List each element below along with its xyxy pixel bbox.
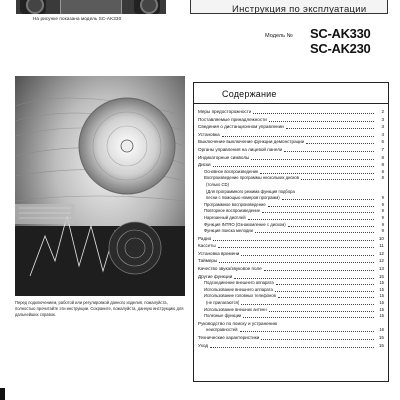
speaker-right-image: [134, 0, 160, 14]
toc-entry: [198, 243, 384, 250]
toc-entry-title: Выключение выключение функции демонстрации: [198, 139, 305, 145]
toc-entry-title: Технические характеристики: [198, 335, 260, 340]
model-label: Модель №: [265, 33, 293, 39]
toc-entry: [198, 215, 384, 222]
toc-entry-page: 9: [381, 214, 384, 220]
toc-entry-page: 11: [379, 243, 384, 249]
toc-leader-dots: [264, 270, 374, 271]
toc-entry-page: 8: [381, 168, 384, 174]
toc-entry: [198, 335, 384, 342]
toc-entry: [198, 182, 384, 189]
speaker-left-image: [20, 0, 46, 14]
toc-leader-dots: [213, 166, 374, 167]
cover-disc-illustration: [15, 76, 185, 296]
toc-entry: [198, 307, 384, 314]
toc-leader-dots: [234, 278, 374, 279]
toc-entry-title: Функция поиска мелодии: [204, 228, 253, 234]
toc-leader-dots: [288, 226, 374, 227]
toc-entry-page: 9: [381, 208, 384, 214]
toc-leader-dots: [260, 173, 374, 174]
toc-leader-dots: [276, 284, 374, 285]
toc-entry: [198, 236, 384, 243]
toc-entry: [198, 327, 384, 334]
toc-entry-page: 13: [378, 266, 384, 272]
toc-leader-dots: [253, 113, 374, 114]
toc-entry: [198, 109, 384, 116]
toc-entry: [198, 117, 384, 124]
toc-entry-page: 6: [381, 139, 384, 145]
toc-entry: [198, 175, 384, 182]
toc-entry-page: 15: [379, 313, 384, 319]
toc-entry-title: Использование головных телефонов: [204, 293, 276, 299]
toc-entry-title: Поставляемые принадлежности: [198, 116, 267, 122]
toc-entry: [198, 132, 384, 139]
toc-entry: [198, 202, 384, 209]
toc-entry-title: Диски: [198, 162, 211, 168]
toc-entry-title: Подсоединение внешнего аппарата: [204, 280, 274, 286]
toc-entry: [198, 139, 384, 146]
toc-entry-title: Программное воспроизведение: [204, 201, 266, 207]
toc-entry: [198, 162, 384, 169]
toc-leader-dots: [284, 151, 374, 152]
toc-entry: [198, 343, 384, 350]
toc-entry: [198, 321, 384, 328]
toc-entry: [198, 280, 384, 287]
toc-entry-title: Нарезанный дисплей: [204, 214, 246, 220]
toc-leader-dots: [222, 136, 374, 137]
toc-entry-page: 12: [378, 258, 384, 264]
toc-entry-title: Сведения о дистанционном управлении: [198, 124, 284, 130]
toc-entry-title: Использование внешнего аппарата: [204, 286, 273, 292]
toc-entry-title: Установка: [198, 131, 220, 137]
toc-leader-dots: [286, 128, 374, 129]
toc-entry-page: 9: [381, 195, 384, 201]
toc-entry-title: Воспроизведение программы нескольких дисков: [204, 175, 299, 181]
toc-leader-dots: [251, 159, 374, 160]
toc-leader-dots: [278, 297, 374, 298]
contents-panel: [193, 82, 389, 382]
toc-entry-page: 3: [381, 116, 384, 122]
toc-entry: [198, 195, 384, 202]
toc-entry-title: Кассеты: [198, 243, 216, 249]
toc-entry-title: Повторное воспроизведение: [204, 208, 261, 214]
toc-entry-page: 16: [379, 327, 384, 333]
cover-caption: Перед подключением, работой или регулировкой данного изделия, пожалуйста, полностью прочитайте эти инструкции. Сохраните, пожалуйста, данную инструкцию для дальнейших справок.: [15, 300, 184, 318]
photo-caption: На рисунке показана модель SC-AK330: [33, 16, 122, 21]
toc-leader-dots: [262, 212, 374, 213]
toc-entry: [198, 155, 384, 162]
toc-entry: [198, 274, 384, 281]
toc-entry-title: Основное воспроизведение: [204, 168, 259, 174]
toc-entry-page: 4: [381, 131, 384, 137]
contents-list: [194, 104, 388, 349]
toc-entry: [198, 258, 384, 265]
toc-entry-page: 8: [381, 162, 384, 168]
toc-entry: [198, 147, 384, 154]
product-photo: [16, 0, 166, 14]
toc-entry: [198, 313, 384, 320]
toc-entry-page: 15: [379, 300, 384, 306]
toc-entry-page: 15: [378, 273, 384, 279]
toc-entry-title: Функция INTRO (Ознакомление с диском): [204, 221, 286, 227]
toc-leader-dots: [282, 199, 374, 200]
toc-entry-page: 2: [381, 109, 384, 114]
toc-entry-title: Установка времени: [198, 250, 240, 256]
toc-leader-dots: [241, 255, 374, 256]
toc-leader-dots: [218, 247, 374, 248]
toc-entry-title: Качество звука/звуковое поле: [198, 266, 262, 272]
toc-entry-title: Руководство по поиску и устранению: [198, 320, 278, 326]
toc-leader-dots: [269, 121, 374, 122]
toc-entry-title: Таймеры: [198, 258, 218, 264]
page-edge-mark: [0, 388, 5, 400]
toc-leader-dots: [269, 311, 374, 312]
toc-leader-dots: [255, 232, 374, 233]
toc-entry: [198, 189, 384, 196]
toc-entry-title: (только CD): [206, 181, 229, 187]
toc-leader-dots: [268, 206, 374, 207]
toc-entry: [198, 300, 384, 307]
toc-leader-dots: [219, 262, 374, 263]
toc-entry-title: (Для программного режима функция подбора: [206, 188, 295, 194]
toc-entry: [198, 287, 384, 294]
toc-entry-title: (не прилагаются): [206, 300, 240, 306]
toc-entry-page: 9: [381, 221, 384, 227]
toc-entry-page: 9: [381, 228, 384, 234]
toc-entry-title: Использование внешних антенн: [204, 306, 267, 312]
toc-entry-page: 8: [381, 175, 384, 181]
toc-entry-page: 3: [381, 124, 384, 130]
toc-entry: [198, 266, 384, 273]
toc-entry-page: 8: [381, 154, 384, 160]
main-unit-image: [60, 0, 122, 14]
toc-entry: [198, 124, 384, 131]
toc-entry-page: 15: [379, 286, 384, 292]
toc-leader-dots: [301, 179, 374, 180]
toc-leader-dots: [243, 317, 374, 318]
model-number-primary: SC-AK330: [310, 26, 371, 41]
toc-entry: [198, 251, 384, 258]
toc-entry-title: Радио: [198, 235, 212, 241]
toc-entry-title: Органы управления на лицевой панели: [198, 146, 283, 152]
toc-entry-page: 10: [378, 235, 384, 241]
model-number-secondary: SC-AK230: [310, 41, 371, 56]
toc-entry-page: 15: [379, 306, 384, 312]
contents-heading: Содержание: [194, 83, 388, 104]
toc-leader-dots: [248, 219, 374, 220]
toc-entry-page: 9: [381, 201, 384, 207]
toc-entry-title: Другие функции: [198, 273, 233, 279]
toc-entry-page: 15: [378, 335, 384, 340]
toc-entry-page: 7: [381, 146, 384, 152]
toc-leader-dots: [241, 304, 374, 305]
toc-entry: [198, 169, 384, 176]
toc-leader-dots: [213, 240, 374, 241]
toc-entry-title: песни с помощью номеров программ): [206, 195, 280, 201]
toc-entry-title: Меры предосторожности: [198, 109, 252, 114]
toc-entry: [198, 222, 384, 229]
toc-entry-title: Полезные функции: [204, 313, 242, 319]
toc-leader-dots: [306, 143, 374, 144]
toc-entry: [198, 293, 384, 300]
toc-entry-page: 12: [378, 250, 384, 256]
toc-entry: [198, 208, 384, 215]
cover-image: [15, 76, 185, 296]
toc-entry-page: 15: [379, 280, 384, 286]
toc-leader-dots: [240, 331, 375, 332]
toc-entry-title: неисправностей: [206, 327, 238, 333]
toc-entry-title: Индикаторные символы: [198, 154, 250, 160]
toc-leader-dots: [210, 347, 374, 348]
toc-entry: [198, 228, 384, 235]
toc-entry-page: 15: [378, 342, 384, 348]
toc-entry-title: Уход: [198, 342, 209, 348]
toc-leader-dots: [261, 339, 374, 340]
toc-entry-page: 15: [379, 293, 384, 299]
toc-leader-dots: [275, 291, 374, 292]
page-title: Инструкция по эксплуатации: [232, 4, 367, 15]
